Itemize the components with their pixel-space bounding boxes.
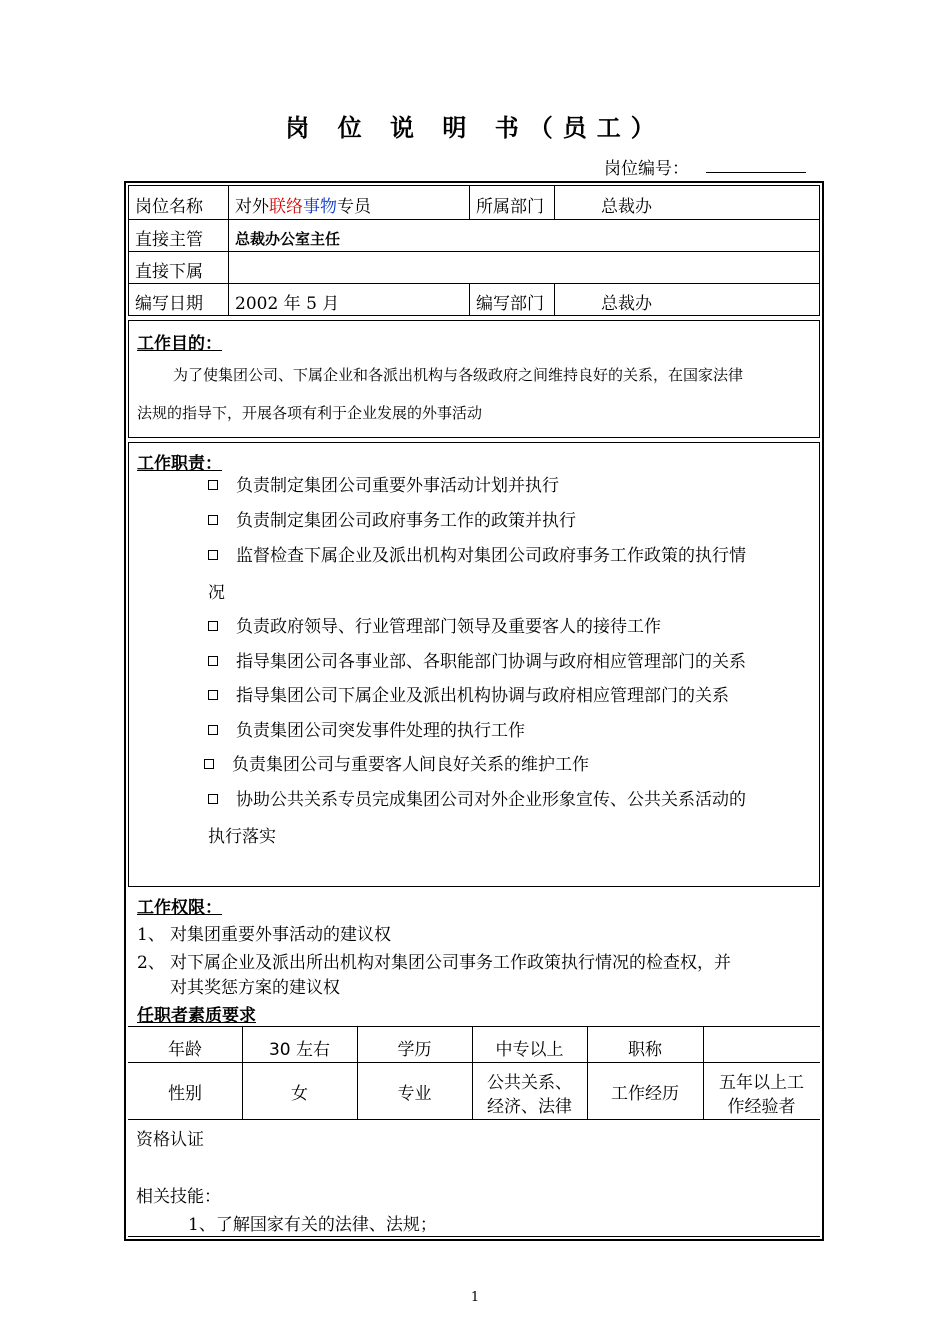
- age-label: 年龄: [168, 1040, 202, 1060]
- authority-item-2-line1: 对下属企业及派出所出机构对集团公司事务工作政策执行情况的检查权，并: [170, 953, 731, 973]
- authority-item-1-number: 1、: [137, 925, 165, 945]
- experience-label: 工作经历: [611, 1084, 679, 1104]
- major-value-line1: 公共关系、: [487, 1073, 572, 1093]
- education-label: 学历: [397, 1040, 432, 1060]
- basic-info-table: [128, 185, 820, 316]
- page-number: 1: [470, 1290, 480, 1305]
- writer-dept-value: 总裁办: [601, 294, 652, 314]
- department-label: 所属部门: [476, 197, 544, 217]
- duty-item: 监督检查下属企业及派出机构对集团公司政府事务工作政策的执行情: [208, 541, 746, 566]
- purpose-section: [128, 320, 820, 438]
- checkbox-icon: [208, 515, 218, 525]
- major-value-line2: 经济、法律: [487, 1097, 572, 1117]
- duty-item: 指导集团公司各事业部、各职能部门协调与政府相应管理部门的关系: [208, 647, 746, 672]
- checkbox-icon: [208, 550, 218, 560]
- education-value: 中专以上: [495, 1040, 564, 1060]
- date-value: 2002 年 5 月: [235, 294, 340, 314]
- qualifications-table: [128, 1026, 820, 1237]
- certification-label: 资格认证: [136, 1130, 204, 1150]
- qualifications-title: 任职者素质要求: [137, 1006, 256, 1026]
- duty-item: 负责政府领导、行业管理部门领导及重要客人的接待工作: [208, 612, 661, 637]
- duty-item: 负责集团公司与重要客人间良好关系的维护工作: [204, 750, 589, 775]
- supervisor-value: 总裁办公室主任: [235, 230, 341, 248]
- gender-value: 女: [291, 1084, 308, 1104]
- position-number-label: 岗位编号：: [604, 159, 689, 179]
- writer-dept-label: 编写部门: [476, 294, 544, 314]
- duties-title: 工作职责：: [137, 454, 222, 474]
- subordinate-label: 直接下属: [135, 262, 203, 282]
- supervisor-label: 直接主管: [135, 230, 203, 250]
- duty-item-continued: 执行落实: [208, 827, 276, 847]
- purpose-title: 工作目的：: [137, 334, 222, 354]
- checkbox-icon: [208, 690, 218, 700]
- duty-item: 负责集团公司突发事件处理的执行工作: [208, 716, 525, 741]
- experience-value-line1: 五年以上工: [719, 1073, 804, 1093]
- authority-item-2-number: 2、: [137, 953, 165, 973]
- department-value: 总裁办: [601, 197, 652, 217]
- skills-label: 相关技能：: [136, 1187, 221, 1207]
- duty-item: 协助公共关系专员完成集团公司对外企业形象宣传、公共关系活动的: [208, 785, 746, 810]
- duty-item: 负责制定集团公司重要外事活动计划并执行: [208, 471, 559, 496]
- checkbox-icon: [204, 759, 214, 769]
- gender-label: 性别: [168, 1084, 202, 1104]
- job-title-label: 职称: [628, 1040, 662, 1060]
- authority-item-2-line2: 对其奖惩方案的建议权: [170, 978, 340, 998]
- date-label: 编写日期: [135, 294, 203, 314]
- skill-item-1: 1、了解国家有关的法律、法规；: [188, 1215, 437, 1235]
- purpose-text-line2: 法规的指导下，开展各项有利于企业发展的外事活动: [137, 404, 483, 422]
- checkbox-icon: [208, 656, 218, 666]
- experience-value-line2: 作经验者: [727, 1097, 796, 1117]
- duty-item-continued: 况: [208, 583, 225, 603]
- duty-item: 指导集团公司下属企业及派出机构协调与政府相应管理部门的关系: [208, 681, 729, 706]
- checkbox-icon: [208, 794, 218, 804]
- authority-title: 工作权限：: [137, 898, 222, 918]
- major-label: 专业: [397, 1084, 432, 1104]
- age-value: 30 左右: [268, 1040, 331, 1060]
- checkbox-icon: [208, 480, 218, 490]
- position-name-value: 对外联络事物专员: [235, 197, 371, 217]
- authority-item-1: 对集团重要外事活动的建议权: [170, 925, 391, 945]
- checkbox-icon: [208, 725, 218, 735]
- position-number-field[interactable]: [706, 172, 806, 173]
- purpose-text-line1: 为了使集团公司、下属企业和各派出机构与各级政府之间维持良好的关系，在国家法律: [173, 366, 744, 384]
- checkbox-icon: [208, 621, 218, 631]
- duty-item: 负责制定集团公司政府事务工作的政策并执行: [208, 506, 576, 531]
- position-name-label: 岗位名称: [135, 197, 203, 217]
- page-title: 岗 位 说 明 书（员工）: [285, 114, 665, 142]
